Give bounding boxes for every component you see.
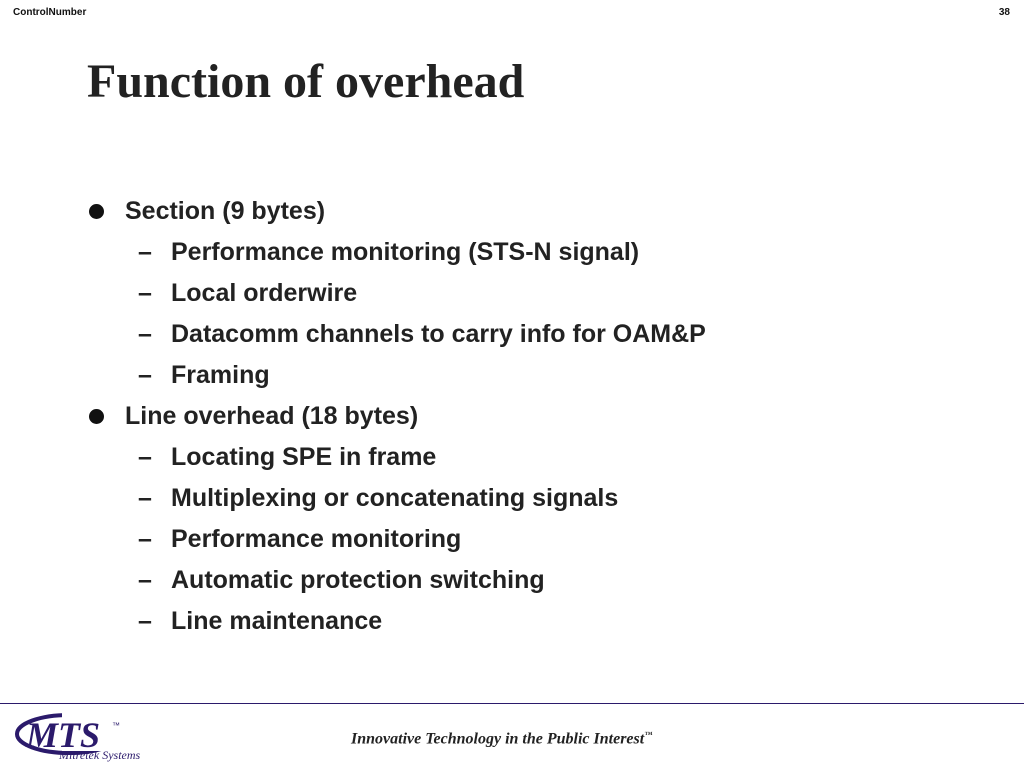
dash-icon: – (138, 361, 152, 389)
dash-icon: – (138, 484, 152, 512)
bullet-text: Section (9 bytes) (125, 197, 326, 225)
sub-bullet-text: Line maintenance (171, 607, 383, 635)
tagline-trademark: ™ (644, 730, 653, 739)
bullet-dot-icon (89, 409, 104, 424)
bullet-text: Line overhead (18 bytes) (125, 402, 419, 430)
dash-icon: – (138, 443, 152, 471)
dash-icon: – (138, 525, 152, 553)
sub-bullet-text: Automatic protection switching (171, 566, 545, 594)
slide-title: Function of overhead (87, 55, 525, 108)
sub-bullet-text: Framing (171, 361, 270, 389)
sub-bullet-text: Datacomm channels to carry info for OAM&P (171, 320, 706, 348)
dash-icon: – (138, 238, 152, 266)
footer-tagline (351, 730, 652, 748)
dash-icon: – (138, 607, 152, 635)
dash-icon: – (138, 279, 152, 307)
logo-mark: MTS (26, 715, 101, 755)
tagline-text: Innovative Technology in the Public Interest (351, 730, 645, 748)
control-number: ControlNumber (13, 7, 87, 18)
bullet-dot-icon (89, 204, 104, 219)
sub-bullet-text: Locating SPE in frame (171, 443, 437, 471)
mitretek-logo (14, 709, 164, 763)
footer-divider (0, 703, 1024, 704)
logo-subtitle: Mitretek Systems (59, 748, 141, 762)
sub-bullet-text: Performance monitoring (STS-N signal) (171, 238, 640, 266)
sub-bullet-text: Local orderwire (171, 279, 358, 307)
sub-bullet-text: Performance monitoring (171, 525, 462, 553)
logo-trademark: ™ (112, 721, 120, 730)
dash-icon: – (138, 566, 152, 594)
page-number: 38 (998, 7, 1010, 18)
sub-bullet-text: Multiplexing or concatenating signals (171, 484, 619, 512)
dash-icon: – (138, 320, 152, 348)
